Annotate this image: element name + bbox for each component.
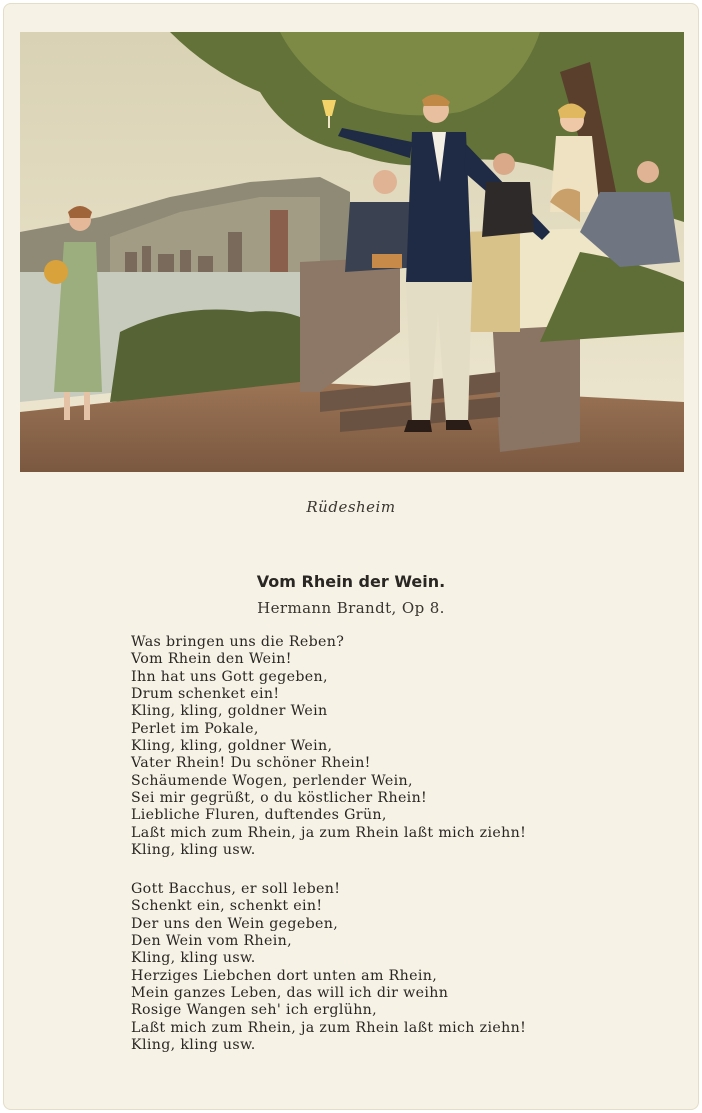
poem-line: Kling, kling usw. (131, 950, 256, 967)
verse-1 (131, 634, 651, 859)
poem-line: Der uns den Wein gegeben, (131, 915, 339, 932)
poem-line: Laßt mich zum Rhein, ja zum Rhein laßt mich ziehn! (131, 824, 527, 841)
poem-line: Herziges Liebchen dort unten am Rhein, (131, 967, 438, 984)
poem-line: Sei mir gegrüßt, o du köstlicher Rhein! (131, 790, 428, 807)
poem-line: Gott Bacchus, er soll leben! (131, 881, 341, 897)
song-title: Vom Rhein der Wein. (256, 572, 446, 591)
poem-line: Kling, kling, goldner Wein, (131, 738, 333, 755)
composer-credit: Hermann Brandt, Op 8. (257, 599, 445, 617)
painting-image (20, 32, 684, 472)
poem-line: Was bringen uns die Reben? (131, 634, 345, 650)
poem-line: Schäumende Wogen, perlender Wein, (131, 772, 413, 789)
poem-line: Laßt mich zum Rhein, ja zum Rhein laßt mich ziehn! (131, 1019, 527, 1036)
poem-line: Rosige Wangen seh' ich erglühn, (131, 1002, 378, 1019)
poem-line: Mein ganzes Leben, das will ich dir weihn (131, 985, 449, 1002)
flower-bouquet (44, 260, 68, 284)
rhine-terrace-illustration (20, 32, 684, 472)
poem-line: Vater Rhein! Du schöner Rhein! (131, 755, 371, 772)
poem-line: Drum schenket ein! (131, 686, 280, 703)
poem-line: Ihn hat uns Gott gegeben, (131, 668, 328, 685)
verse-2 (131, 881, 651, 1054)
poem-line: Perlet im Pokale, (131, 720, 259, 737)
poem-line: Kling, kling, goldner Wein (131, 703, 328, 720)
poem-line: Vom Rhein den Wein! (131, 651, 292, 668)
poem-line: Schenkt ein, schenkt ein! (131, 898, 323, 915)
poem-line: Liebliche Fluren, duftendes Grün, (131, 807, 387, 824)
poem-line: Kling, kling usw. (131, 1037, 256, 1054)
image-caption: Rüdesheim (306, 498, 396, 516)
poem-line: Kling, kling usw. (131, 842, 256, 859)
castle-tower (270, 210, 288, 277)
poem-line: Den Wein vom Rhein, (131, 933, 292, 950)
